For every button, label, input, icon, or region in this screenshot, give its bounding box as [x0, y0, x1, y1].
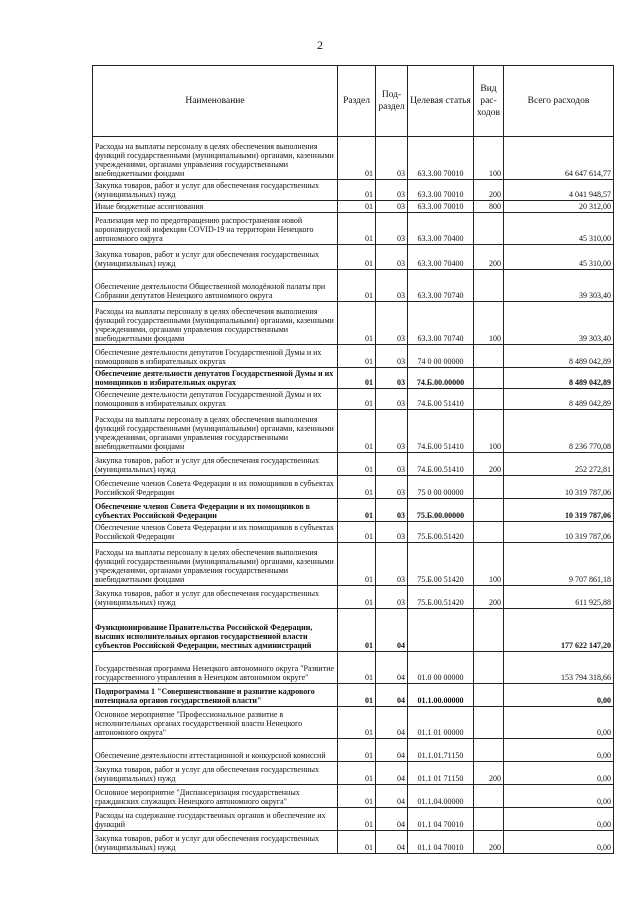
cell-subsection: 03: [376, 522, 408, 543]
page-number: 2: [317, 38, 323, 52]
cell-name: Обеспечение членов Совета Федерации и их помощников в субъектах Российской Федерации: [93, 522, 338, 543]
cell-target: 74.Б.00 51410: [408, 410, 474, 453]
cell-total: 0,00: [504, 707, 614, 739]
cell-target: 01.1 01 71150: [408, 762, 474, 785]
cell-subsection: 03: [376, 453, 408, 476]
table-row: [93, 762, 614, 785]
cell-section: 01: [338, 808, 376, 831]
cell-type: [474, 368, 504, 389]
table-row: [93, 302, 614, 345]
cell-total: 39 303,40: [504, 302, 614, 345]
table-row: [93, 499, 614, 522]
cell-type: 100: [474, 410, 504, 453]
cell-total: 8 236 770,08: [504, 410, 614, 453]
cell-name: Закупка товаров, работ и услуг для обеспечения государственных (муниципальных) нужд: [93, 245, 338, 270]
header-type: Вид рас-ходов: [474, 66, 504, 137]
table-header-row: [93, 66, 614, 137]
cell-type: [474, 270, 504, 302]
cell-total: 611 925,88: [504, 586, 614, 609]
cell-name: Обеспечение деятельности Общественной молодёжной палаты при Собрании депутатов Ненецкого автономного округа: [93, 270, 338, 302]
cell-target: 63.3.00 70400: [408, 245, 474, 270]
cell-section: 01: [338, 762, 376, 785]
table-row: [93, 453, 614, 476]
cell-section: 01: [338, 652, 376, 684]
cell-section: 01: [338, 368, 376, 389]
table-row: [93, 609, 614, 652]
cell-target: 74.Б.00.51410: [408, 453, 474, 476]
cell-name: Обеспечение членов Совета Федерации и их помощников в субъектах Российской Федерации: [93, 476, 338, 499]
cell-subsection: 04: [376, 684, 408, 707]
cell-total: 0,00: [504, 831, 614, 854]
cell-section: 01: [338, 586, 376, 609]
header-section: Раздел: [338, 66, 376, 137]
cell-section: 01: [338, 245, 376, 270]
cell-subsection: 03: [376, 270, 408, 302]
cell-target: [408, 609, 474, 652]
cell-subsection: 04: [376, 739, 408, 762]
cell-section: 01: [338, 201, 376, 213]
cell-target: 01.1.00.00000: [408, 684, 474, 707]
cell-target: 01.1.01.71150: [408, 739, 474, 762]
cell-section: 01: [338, 476, 376, 499]
cell-target: 75 0 00 00000: [408, 476, 474, 499]
cell-subsection: 03: [376, 345, 408, 368]
cell-type: [474, 609, 504, 652]
cell-total: 64 647 614,77: [504, 137, 614, 180]
cell-name: Расходы на выплаты персоналу в целях обеспечения выполнения функций государственными (муниципальными) органами, казенными учреждениями, органами управления государственными внебюджетными фондами: [93, 137, 338, 180]
cell-name: Расходы на выплаты персоналу в целях обеспечения выполнения функций государственными (муниципальными) органами, казенными учреждениями, органами управления государственными внебюджетными фондами: [93, 302, 338, 345]
cell-subsection: 03: [376, 476, 408, 499]
cell-name: Расходы на содержание государственных органов и обеспечение их функций: [93, 808, 338, 831]
cell-name: Закупка товаров, работ и услуг для обеспечения государственных (муниципальных) нужд: [93, 586, 338, 609]
cell-total: 39 303,40: [504, 270, 614, 302]
cell-name: Закупка товаров, работ и услуг для обеспечения государственных (муниципальных) нужд: [93, 831, 338, 854]
cell-total: 9 707 861,18: [504, 543, 614, 586]
cell-type: [474, 785, 504, 808]
cell-section: 01: [338, 831, 376, 854]
cell-subsection: 03: [376, 213, 408, 245]
cell-target: 75.Б.00.51420: [408, 586, 474, 609]
cell-name: Расходы на выплаты персоналу в целях обеспечения выполнения функций государственными (муниципальными) органами, казенными учреждениями, органами управления государственными внебюджетными фондами: [93, 543, 338, 586]
cell-target: 63.3.00 70010: [408, 137, 474, 180]
table-row: [93, 543, 614, 586]
table-row: [93, 201, 614, 213]
table-row: [93, 389, 614, 410]
cell-section: 01: [338, 684, 376, 707]
cell-total: 20 312,00: [504, 201, 614, 213]
cell-type: [474, 345, 504, 368]
cell-subsection: 03: [376, 180, 408, 201]
cell-subsection: 03: [376, 499, 408, 522]
cell-target: 74.Б.00 51410: [408, 389, 474, 410]
cell-type: [474, 684, 504, 707]
cell-section: 01: [338, 213, 376, 245]
cell-target: 63.3.00 70010: [408, 180, 474, 201]
table-row: [93, 213, 614, 245]
header-name: Наименование: [93, 66, 338, 137]
cell-total: 252 272,81: [504, 453, 614, 476]
cell-total: 8 489 042,89: [504, 345, 614, 368]
cell-type: [474, 522, 504, 543]
table-row: [93, 180, 614, 201]
cell-subsection: 03: [376, 137, 408, 180]
cell-target: 01.1 01 00000: [408, 707, 474, 739]
table-row: [93, 476, 614, 499]
cell-type: 200: [474, 831, 504, 854]
cell-name: Обеспечение деятельности депутатов Государственной Думы и их помощников в избирательных округах: [93, 389, 338, 410]
cell-name: Основное мероприятие "Диспансеризация государственных гражданских служащих Ненецкого автономного округа": [93, 785, 338, 808]
cell-target: 75.Б.00.51420: [408, 522, 474, 543]
cell-total: 45 310,00: [504, 213, 614, 245]
cell-type: 800: [474, 201, 504, 213]
cell-total: 4 041 948,57: [504, 180, 614, 201]
cell-subsection: 03: [376, 410, 408, 453]
cell-section: 01: [338, 785, 376, 808]
cell-section: 01: [338, 137, 376, 180]
cell-target: 63.3.00 70740: [408, 302, 474, 345]
cell-type: 200: [474, 245, 504, 270]
cell-section: 01: [338, 522, 376, 543]
cell-name: Расходы на выплаты персоналу в целях обеспечения выполнения функций государственными (муниципальными) органами, казенными учреждениями, органами управления государственными внебюджетными фондами: [93, 410, 338, 453]
cell-section: 01: [338, 707, 376, 739]
cell-target: 01.1 04 70010: [408, 831, 474, 854]
cell-section: 01: [338, 345, 376, 368]
cell-name: Функционирование Правительства Российской Федерации, высших исполнительных органов государственной власти субъектов Российской Федерации, местных администраций: [93, 609, 338, 652]
table-row: [93, 707, 614, 739]
table-row: [93, 739, 614, 762]
table-row: [93, 410, 614, 453]
cell-section: 01: [338, 410, 376, 453]
table-row: [93, 270, 614, 302]
cell-section: 01: [338, 543, 376, 586]
cell-total: 10 319 787,06: [504, 499, 614, 522]
cell-name: Закупка товаров, работ и услуг для обеспечения государственных (муниципальных) нужд: [93, 180, 338, 201]
cell-total: 10 319 787,06: [504, 476, 614, 499]
cell-target: 74.Б.00.00000: [408, 368, 474, 389]
cell-name: Подпрограмма 1 "Совершенствование и развитие кадрового потенциала органов государственной власти": [93, 684, 338, 707]
cell-target: 75.Б.00.00000: [408, 499, 474, 522]
cell-subsection: 03: [376, 389, 408, 410]
cell-type: [474, 476, 504, 499]
cell-subsection: 03: [376, 543, 408, 586]
cell-type: [474, 213, 504, 245]
cell-subsection: 04: [376, 707, 408, 739]
table-row: [93, 785, 614, 808]
cell-type: [474, 739, 504, 762]
cell-subsection: 04: [376, 785, 408, 808]
cell-target: 63.3.00 70010: [408, 201, 474, 213]
cell-total: 0,00: [504, 808, 614, 831]
header-subsection: Под-раздел: [376, 66, 408, 137]
cell-subsection: 03: [376, 201, 408, 213]
cell-total: 10 319 787,06: [504, 522, 614, 543]
cell-total: 8 489 042,89: [504, 368, 614, 389]
cell-type: [474, 652, 504, 684]
table-body: [93, 137, 614, 854]
cell-target: 74 0 00 00000: [408, 345, 474, 368]
cell-total: 153 794 318,66: [504, 652, 614, 684]
table-row: [93, 368, 614, 389]
cell-name: Обеспечение деятельности аттестационной и конкурсной комиссий: [93, 739, 338, 762]
cell-subsection: 04: [376, 609, 408, 652]
cell-target: 01.1.04.00000: [408, 785, 474, 808]
table-row: [93, 245, 614, 270]
cell-type: [474, 389, 504, 410]
cell-target: 75.Б.00 51420: [408, 543, 474, 586]
cell-section: 01: [338, 389, 376, 410]
cell-total: 177 622 147,20: [504, 609, 614, 652]
table-row: [93, 137, 614, 180]
cell-name: Основное мероприятие "Профессиональное развитие в исполнительных органах государственной власти Ненецкого автономного округа": [93, 707, 338, 739]
cell-name: Иные бюджетные ассигнования: [93, 201, 338, 213]
cell-type: 100: [474, 543, 504, 586]
cell-name: Закупка товаров, работ и услуг для обеспечения государственных (муниципальных) нужд: [93, 453, 338, 476]
cell-type: 200: [474, 180, 504, 201]
table-row: [93, 808, 614, 831]
cell-type: 200: [474, 586, 504, 609]
cell-name: Государственная программа Ненецкого автономного округа "Развитие государственного управления в Ненецком автономном округе": [93, 652, 338, 684]
cell-type: [474, 707, 504, 739]
cell-target: 63.3.00 70740: [408, 270, 474, 302]
header-target: Целевая статья: [408, 66, 474, 137]
cell-total: 0,00: [504, 739, 614, 762]
cell-subsection: 04: [376, 762, 408, 785]
cell-section: 01: [338, 739, 376, 762]
cell-target: 01.1 04 70010: [408, 808, 474, 831]
cell-section: 01: [338, 453, 376, 476]
cell-subsection: 03: [376, 586, 408, 609]
cell-subsection: 03: [376, 368, 408, 389]
cell-subsection: 04: [376, 808, 408, 831]
cell-total: 8 489 042,89: [504, 389, 614, 410]
table-row: [93, 345, 614, 368]
cell-section: 01: [338, 270, 376, 302]
cell-section: 01: [338, 609, 376, 652]
cell-total: 0,00: [504, 762, 614, 785]
cell-target: 01.0 00 00000: [408, 652, 474, 684]
cell-section: 01: [338, 499, 376, 522]
cell-name: Обеспечение членов Совета Федерации и их помощников в субъектах Российской Федерации: [93, 499, 338, 522]
cell-subsection: 04: [376, 652, 408, 684]
cell-subsection: 03: [376, 302, 408, 345]
cell-section: 01: [338, 302, 376, 345]
table-row: [93, 586, 614, 609]
cell-name: Реализация мер по предотвращению распространения новой коронавирусной инфекции COVID-19 на территории Ненецкого автономного округа: [93, 213, 338, 245]
cell-type: 200: [474, 453, 504, 476]
cell-subsection: 03: [376, 245, 408, 270]
table-row: [93, 684, 614, 707]
cell-type: [474, 499, 504, 522]
cell-total: 45 310,00: [504, 245, 614, 270]
cell-total: 0,00: [504, 785, 614, 808]
cell-type: [474, 808, 504, 831]
cell-name: Обеспечение деятельности депутатов Государственной Думы и их помощников в избирательных округах: [93, 368, 338, 389]
expenses-table: [92, 65, 614, 854]
cell-total: 0,00: [504, 684, 614, 707]
cell-target: 63.3.00 70400: [408, 213, 474, 245]
table-row: [93, 522, 614, 543]
cell-type: 200: [474, 762, 504, 785]
cell-type: 100: [474, 137, 504, 180]
table-row: [93, 652, 614, 684]
cell-name: Обеспечение деятельности депутатов Государственной Думы и их помощников в избирательных округах: [93, 345, 338, 368]
cell-subsection: 04: [376, 831, 408, 854]
cell-name: Закупка товаров, работ и услуг для обеспечения государственных (муниципальных) нужд: [93, 762, 338, 785]
cell-section: 01: [338, 180, 376, 201]
cell-type: 100: [474, 302, 504, 345]
table-row: [93, 831, 614, 854]
header-total: Всего расходов: [504, 66, 614, 137]
